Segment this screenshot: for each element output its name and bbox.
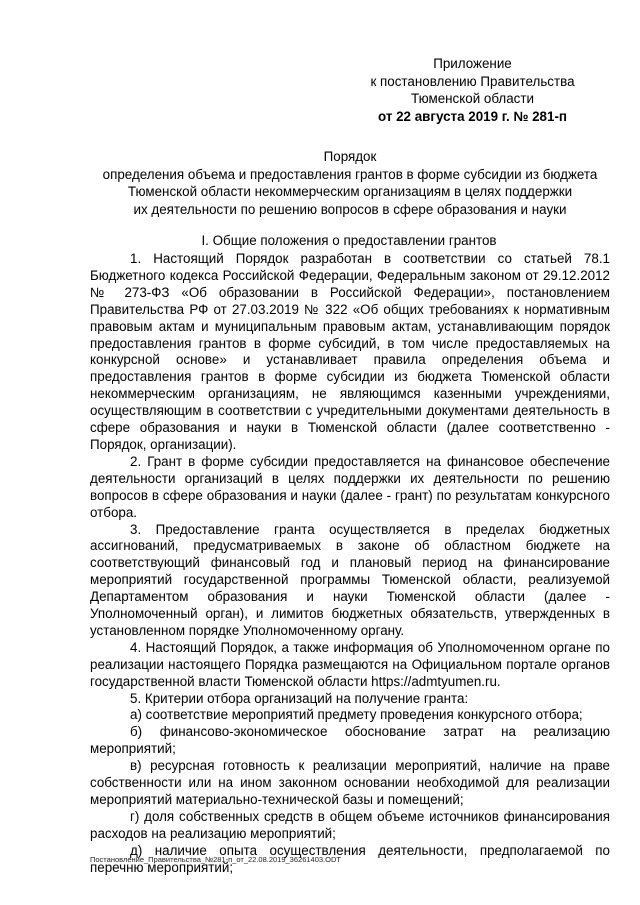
paragraph-4: 4. Настоящий Порядок, а также информация об Уполномоченном органе по реализации настоящего Порядка размещаются на Официальном портале органов государственной власти Тюменской области https://admtyumen.ru. bbox=[90, 639, 610, 689]
title-line-4: их деятельности по решению вопросов в сфере образования и науки bbox=[133, 201, 567, 217]
criterion-d: г) доля собственных средств в общем объеме источников финансирования расходов на реализацию мероприятий; bbox=[90, 808, 610, 841]
document-title bbox=[60, 148, 640, 218]
paragraph-3: 3. Предоставление гранта осуществляется в пределах бюджетных ассигнований, предусматриваемых в законе об областном бюджете на соответствующий финансовый год и плановый период на финансирование мероприятий государственной программы Тюменской области, реализуемой Департаментом образования и науки Тюменской области (далее - Уполномоченный орган), и лимитов бюджетных обязательств, утвержденных в установленном порядке Уполномоченному органу. bbox=[90, 521, 610, 638]
criterion-e: д) наличие опыта осуществления деятельности, предполагаемой по перечню мероприятий; bbox=[90, 842, 610, 875]
appendix-date-number: от 22 августа 2019 г. № 281-п bbox=[377, 108, 567, 124]
document-body bbox=[90, 251, 610, 877]
appendix-region: Тюменской области bbox=[411, 91, 534, 106]
section-heading: I. Общие положения о предоставлении грантов bbox=[201, 233, 497, 248]
appendix-header bbox=[340, 55, 605, 125]
appendix-label: Приложение bbox=[433, 56, 512, 71]
criterion-b: б) финансово-экономическое обоснование затрат на реализацию мероприятий; bbox=[90, 724, 610, 757]
title-line-1: Порядок bbox=[323, 149, 377, 164]
paragraph-1: 1. Настоящий Порядок разработан в соответствии со статьей 78.1 Бюджетного кодекса Российской Федерации, Федеральным законом от 29.12.2012 № 273-ФЗ «Об образовании в Российской Федерации», постановлением Правительства РФ от 27.03.2019 № 322 «Об общих требованиях к нормативным правовым актам и муниципальным правовым актам, устанавливающим порядок предоставления грантов в форме субсидий, в том числе предоставляемых на конкурсной основе» и устанавливает правила определения объема и предоставления грантов в форме субсидии из бюджета Тюменской области некоммерческим организациям, не являющимся казенными учреждениями, осуществляющим в соответствии с учредительными документами деятельность в сфере образования и науки в Тюменской области (далее соответственно - Порядок, организации). bbox=[90, 251, 610, 452]
criterion-c: в) ресурсная готовность к реализации мероприятий, наличие на праве собственности или на ином законном основании необходимой для реализации мероприятий материально-технической базы и помещений; bbox=[90, 758, 610, 807]
footer-filename: Постановление_Правительства_№281-п_от_22.08.2019_36261403.ODT bbox=[90, 855, 341, 864]
criterion-a: а) соответствие мероприятий предмету проведения конкурсного отбора; bbox=[130, 707, 583, 723]
paragraph-5: 5. Критерии отбора организаций на получение гранта: bbox=[130, 690, 469, 706]
title-line-2: определения объема и предоставления грантов в форме субсидии из бюджета bbox=[102, 166, 598, 182]
appendix-resolution-ref: к постановлению Правительства bbox=[370, 73, 575, 89]
paragraph-2: 2. Грант в форме субсидии предоставляется на финансовое обеспечение деятельности организаций в целях поддержки их деятельности по решению вопросов в сфере образования и науки (далее - грант) по результатам конкурсного отбора. bbox=[90, 453, 610, 520]
title-line-3: Тюменской области некоммерческим организациям в целях поддержки bbox=[127, 184, 573, 199]
